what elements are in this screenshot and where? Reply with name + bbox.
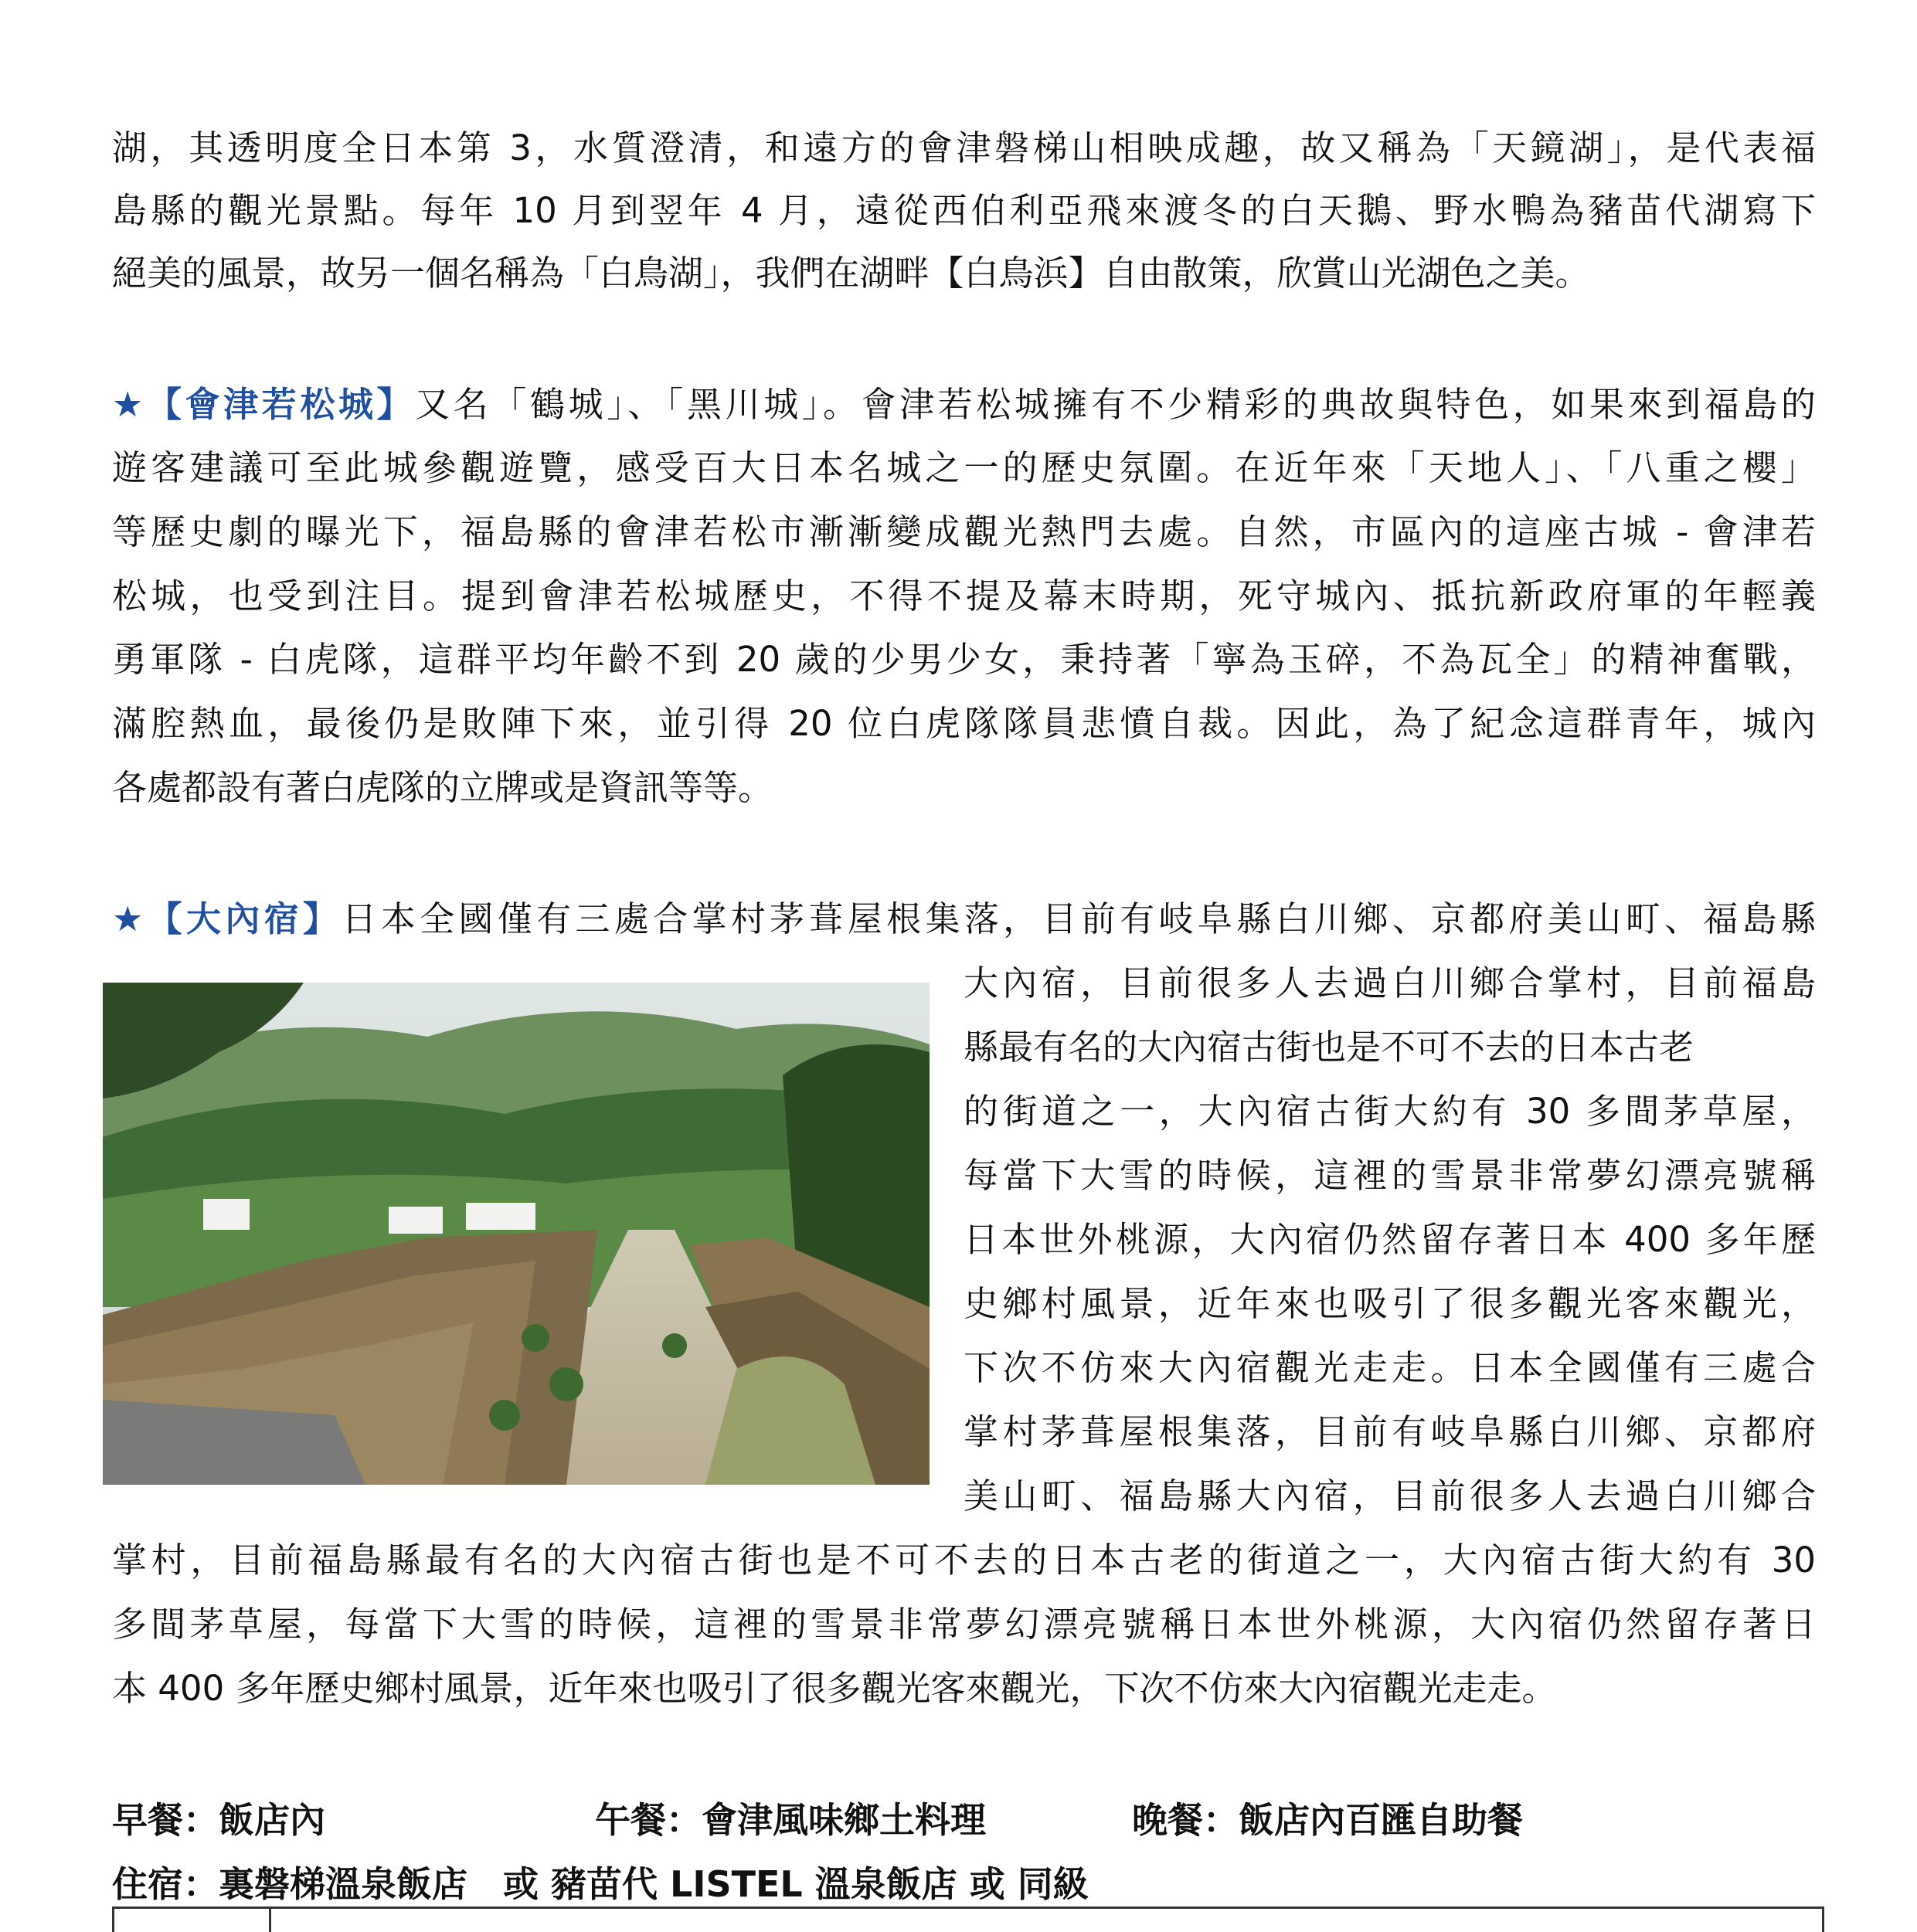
para3-line-after-1: 掌村，目前福島縣最有名的大內宿古街也是不可不去的日本古老的街道之一，大內宿古街大約有 30 [112,1540,1816,1581]
ouchijuku-village-photo [103,983,930,1485]
table-top-edge [112,1907,1824,1932]
para2-line-7: 各處都設有著白虎隊的立牌或是資訊等等。 [112,767,773,808]
para1-line-2: 島縣的觀光景點。每年 10 月到翌年 4 月，遠從西伯利亞飛來渡冬的白天鵝、野水鴨為豬苗代湖寫下 [112,190,1816,231]
para3-wrap-line-1: 大內宿，目前很多人去過白川鄉合掌村，目前福島 [964,963,1816,1003]
village-photo-icon [103,983,930,1485]
lunch-label: 午餐：會津風味鄉土料理 [595,1799,986,1841]
para3-wrap-line-6: 史鄉村風景，近年來也吸引了很多觀光客來觀光， [964,1283,1816,1324]
para3-heading: ★【大內宿】 [112,898,342,939]
para2-line-6: 滿腔熱血，最後仍是敗陣下來，並引得 20 位白虎隊隊員悲憤自裁。因此，為了紀念這群青年，城內 [112,703,1816,744]
para3-wrap-line-9: 美山町、福島縣大內宿，目前很多人去過白川鄉合 [964,1475,1816,1516]
para3-line-after-2: 多間茅草屋，每當下大雪的時候，這裡的雪景非常夢幻漂亮號稱日本世外桃源，大內宿仍然留存著日 [112,1604,1816,1645]
para2-line-3: 等歷史劇的曝光下，福島縣的會津若松市漸漸變成觀光熱門去處。自然，市區內的這座古城 - 會津若 [112,511,1816,552]
para2-line-4: 松城，也受到注目。提到會津若松城歷史，不得不提及幕末時期，死守城內、抵抗新政府軍的年輕義 [112,576,1816,616]
para3-wrap-line-7: 下次不仿來大內宿觀光走走。日本全國僅有三處合 [964,1347,1816,1388]
dinner-label: 晚餐：飯店內百匯自助餐 [1132,1799,1523,1841]
para1-line-1: 湖，其透明度全日本第 3，水質澄清，和遠方的會津磐梯山相映成趣，故又稱為「天鏡湖」，是代表福 [112,127,1816,168]
para2-line-1 [112,382,1816,428]
para3-wrap-line-3: 的街道之一，大內宿古街大約有 30 多間茅草屋， [964,1091,1816,1132]
lodging-label: 住宿：裏磐梯溫泉飯店 或 豬苗代 LISTEL 溫泉飯店 或 同級 [112,1863,1089,1905]
para3-wrap-line-5: 日本世外桃源，大內宿仍然留存著日本 400 多年歷 [964,1219,1816,1260]
para3-wrap-line-8: 掌村茅葺屋根集落，目前有岐阜縣白川鄉、京都府 [964,1411,1816,1452]
breakfast-label: 早餐：飯店內 [112,1799,325,1841]
table-cell-divider [269,1909,271,1932]
para2-line-5: 勇軍隊 - 白虎隊，這群平均年齡不到 20 歲的少男少女，秉持著「寧為玉碎，不為瓦全」的精神奮戰， [112,639,1816,680]
para3-wrap-line-4: 每當下大雪的時候，這裡的雪景非常夢幻漂亮號稱 [964,1155,1816,1196]
para1-line-3: 絕美的風景，故另一個名稱為「白鳥湖」，我們在湖畔【白鳥浜】自由散策，欣賞山光湖色之美。 [112,253,1590,294]
para2-line-2: 遊客建議可至此城參觀遊覽，感受百大日本名城之一的歷史氛圍。在近年來「天地人」、「八重之櫻」 [112,447,1816,488]
para3-first-rest: 日本全國僅有三處合掌村茅葺屋根集落，目前有岐阜縣白川鄉、京都府美山町、福島縣 [342,898,1816,939]
para3-line-1 [112,896,1816,942]
para2-first-rest: 又名「鶴城」、「黑川城」。會津若松城擁有不少精彩的典故與特色，如果來到福島的 [415,384,1816,425]
para2-heading: ★【會津若松城】 [112,384,416,425]
para3-line-after-3: 本 400 多年歷史鄉村風景，近年來也吸引了很多觀光客來觀光，下次不仿來大內宿觀光走走。 [112,1668,1557,1709]
para3-wrap-line-2: 縣最有名的大內宿古街也是不可不去的日本古老 [964,1027,1694,1068]
